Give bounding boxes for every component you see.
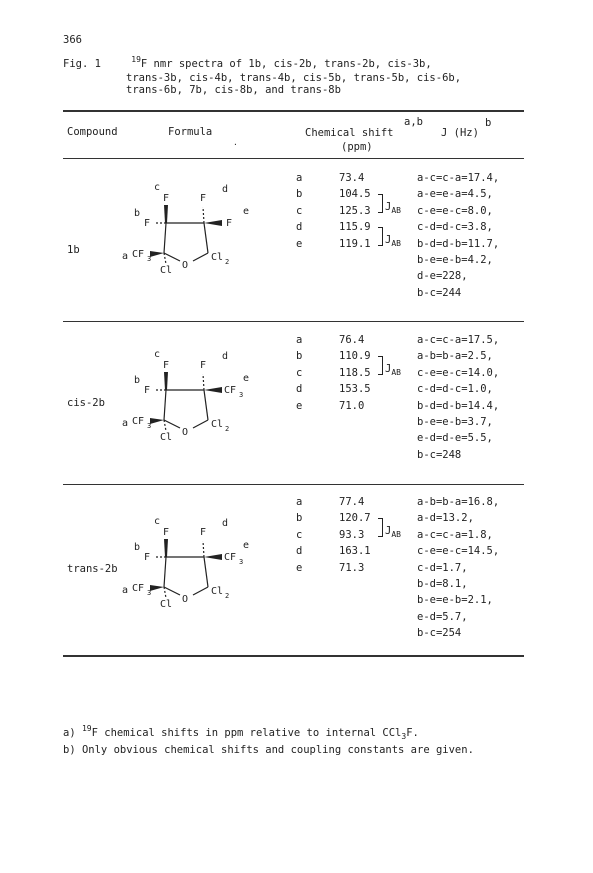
ab-coupling-label	[385, 201, 401, 213]
shift-letter: d	[296, 383, 303, 396]
left-f-label: F	[144, 218, 151, 229]
bottom-cf3-label: CF	[132, 416, 145, 427]
shift-letter: b	[296, 350, 303, 363]
top-left-f-label: F	[163, 193, 170, 204]
position-label-d: d	[222, 184, 229, 195]
shift-value: 119.1	[339, 237, 371, 250]
top-left-f-label: F	[163, 360, 170, 371]
shift-value: 76.4	[339, 334, 365, 346]
hash-bond	[203, 207, 204, 223]
position-label-a: a	[122, 251, 129, 262]
ab-j: J	[385, 200, 392, 213]
right-f-label: F	[226, 218, 233, 229]
wedge-bond	[204, 554, 222, 560]
hash-bond	[203, 541, 204, 557]
compound-label: cis-2b	[67, 397, 105, 409]
ring-cl-subscript: 2	[225, 258, 230, 266]
shift-value: 93.3	[339, 528, 365, 541]
structure-diagram	[118, 512, 278, 622]
ring-cl-label: Cl	[211, 586, 224, 597]
shift-value: 73.4	[339, 172, 365, 184]
shift-letter: d	[296, 545, 303, 558]
ab-coupling-label	[385, 525, 401, 537]
top-left-f-label: F	[163, 527, 170, 538]
shift-value: 104.5	[339, 188, 371, 201]
table-top-rule	[63, 110, 524, 112]
coupling-constant: b-c=248	[417, 448, 462, 461]
position-label-d: d	[222, 351, 229, 362]
compound-label: 1b	[67, 244, 80, 256]
bottom-cf3-subscript: 3	[147, 255, 152, 263]
shift-value: 110.9	[339, 350, 371, 363]
position-label-e: e	[243, 540, 250, 551]
coupling-constant: b-d=d-b=11.7,	[417, 237, 500, 250]
coupling-constant: d-e=228,	[417, 270, 468, 283]
header-chemical-shift: Chemical shift	[305, 127, 394, 139]
coupling-constant: b-d=d-b=14.4,	[417, 399, 500, 412]
coupling-constant: b-e=e-b=3.7,	[417, 416, 493, 428]
left-f-label: F	[144, 385, 151, 396]
coupling-constant: b-c=254	[417, 627, 462, 640]
coupling-constant: c-d=d-c=3.8,	[417, 221, 493, 234]
shift-letter: e	[296, 237, 303, 250]
coupling-constant: a-d=13.2,	[417, 512, 474, 525]
shift-value: 71.0	[339, 399, 365, 412]
position-label-a: a	[122, 418, 129, 429]
hash-bond	[164, 420, 166, 431]
wedge-bond	[204, 220, 222, 226]
structure-diagram	[118, 178, 278, 288]
ring-cl-subscript: 2	[225, 425, 230, 433]
ab-bracket	[378, 194, 383, 212]
coupling-constant: b-c=244	[417, 286, 462, 299]
bottom-cl-label: Cl	[160, 599, 173, 610]
position-label-a: a	[122, 585, 129, 596]
right-cf3-subscript: 3	[239, 558, 244, 566]
ab-j: J	[385, 362, 392, 375]
shift-value: 163.1	[339, 545, 371, 558]
position-label-b: b	[134, 542, 141, 553]
coupling-constant: c-e=e-c=8.0,	[417, 204, 493, 217]
shift-letter: a	[296, 172, 303, 184]
coupling-constant: a-b=b-a=2.5,	[417, 350, 493, 363]
shift-letter: e	[296, 561, 303, 574]
top-right-f-label: F	[200, 360, 207, 371]
shift-letter: e	[296, 399, 303, 412]
ab-bracket	[378, 356, 383, 374]
position-label-b: b	[134, 375, 141, 386]
wedge-bond	[204, 387, 222, 393]
coupling-constant: a-c=c-a=17.5,	[417, 334, 500, 346]
coupling-constant: b-e=e-b=2.1,	[417, 594, 493, 607]
header-compound: Compound	[67, 126, 118, 138]
coupling-constant: e-d=5.7,	[417, 610, 468, 623]
caption-sup: 19	[131, 55, 141, 64]
position-label-e: e	[243, 206, 250, 217]
ab-j: J	[385, 233, 392, 246]
position-label-c: c	[154, 182, 161, 193]
wedge-bond	[150, 585, 164, 591]
coupling-constant: b-e=e-b=4.2,	[417, 254, 493, 266]
page-number: 366	[63, 34, 82, 46]
position-label-c: c	[154, 516, 161, 527]
ring-bond	[204, 223, 208, 253]
ab-subscript: AB	[391, 238, 401, 248]
coupling-constant: b-d=8.1,	[417, 578, 468, 590]
shift-value: 77.4	[339, 496, 365, 508]
header-ppm: (ppm)	[341, 141, 373, 153]
ring-bond	[193, 253, 208, 261]
ring-oxygen-label: O	[182, 594, 189, 605]
caption-line3: trans-6b, 7b, cis-8b, and trans-8b	[126, 84, 341, 96]
footnote-a-sup: 19	[81, 724, 92, 733]
ring-bond	[164, 557, 166, 587]
ring-bond	[164, 223, 166, 253]
top-right-f-label: F	[200, 193, 207, 204]
figure-caption	[63, 55, 432, 71]
ring-bond	[164, 587, 180, 595]
footnote-a	[63, 724, 419, 741]
coupling-constant: a-c=c-a=1.8,	[417, 528, 493, 541]
ring-bond	[204, 557, 208, 587]
ab-j: J	[385, 524, 392, 537]
left-f-label: F	[144, 552, 151, 563]
header-dot: ·	[233, 140, 238, 149]
ab-bracket	[378, 227, 383, 245]
shift-value: 120.7	[339, 512, 371, 525]
position-label-e: e	[243, 373, 250, 384]
shift-letter: c	[296, 204, 303, 217]
ab-subscript: AB	[391, 529, 401, 539]
row-separator	[63, 321, 524, 322]
caption-line2: trans-3b, cis-4b, trans-4b, cis-5b, trans-5b, cis-6b,	[126, 72, 462, 84]
ring-oxygen-label: O	[182, 260, 189, 271]
shift-letter: b	[296, 512, 303, 525]
table-header-rule	[63, 158, 524, 159]
ab-coupling-label	[385, 234, 401, 246]
position-label-c: c	[154, 349, 161, 360]
header-j-sup: b	[485, 117, 492, 129]
wedge-bond	[150, 418, 164, 424]
bottom-cf3-subscript: 3	[147, 422, 152, 430]
hash-bond	[164, 587, 166, 598]
coupling-constant: c-e=e-c=14.0,	[417, 366, 500, 379]
position-label-b: b	[134, 208, 141, 219]
coupling-constant: a-c=c-a=17.4,	[417, 172, 500, 184]
coupling-constant: e-d=d-e=5.5,	[417, 432, 493, 445]
ab-coupling-label	[385, 363, 401, 375]
right-cf3-label: CF	[224, 552, 237, 563]
shift-value: 153.5	[339, 383, 371, 396]
coupling-constant: c-d=1.7,	[417, 561, 468, 574]
ring-bond	[164, 253, 180, 261]
hash-bond	[203, 374, 204, 390]
hash-bond	[164, 253, 166, 264]
shift-letter: a	[296, 496, 303, 508]
ring-bond	[193, 587, 208, 595]
structure-diagram	[118, 345, 278, 455]
shift-value: 71.3	[339, 561, 365, 574]
footnote-a-prefix: a)	[63, 727, 76, 739]
ab-subscript: AB	[391, 205, 401, 215]
shift-value: 118.5	[339, 366, 371, 379]
shift-letter: c	[296, 528, 303, 541]
shift-letter: b	[296, 188, 303, 201]
top-right-f-label: F	[200, 527, 207, 538]
ring-cl-label: Cl	[211, 419, 224, 430]
footnote-a-sub: 3	[401, 732, 407, 741]
ring-cl-label: Cl	[211, 252, 224, 263]
footnote-b: b) Only obvious chemical shifts and coupling constants are given.	[63, 744, 474, 756]
header-formula: Formula	[168, 126, 213, 138]
right-cf3-subscript: 3	[239, 391, 244, 399]
footnote-a-tail: F.	[406, 727, 419, 739]
shift-value: 115.9	[339, 221, 371, 234]
wedge-bond	[164, 205, 168, 223]
wedge-bond	[164, 539, 168, 557]
ring-oxygen-label: O	[182, 427, 189, 438]
ring-bond	[164, 420, 180, 428]
wedge-bond	[164, 372, 168, 390]
ring-bond	[193, 420, 208, 428]
coupling-constant: c-d=d-c=1.0,	[417, 383, 493, 396]
position-label-d: d	[222, 518, 229, 529]
header-j: J (Hz)	[441, 127, 479, 139]
footnote-a-text: F chemical shifts in ppm relative to internal CCl	[91, 727, 402, 739]
caption-line1: F nmr spectra of 1b, cis-2b, trans-2b, cis-3b,	[140, 58, 432, 70]
ab-subscript: AB	[391, 367, 401, 377]
shift-letter: c	[296, 366, 303, 379]
ring-cl-subscript: 2	[225, 592, 230, 600]
bottom-cf3-label: CF	[132, 249, 145, 260]
header-shift-sup: a,b	[404, 116, 423, 128]
ab-bracket	[378, 518, 383, 536]
bottom-cl-label: Cl	[160, 265, 173, 276]
row-separator	[63, 484, 524, 485]
shift-value: 125.3	[339, 204, 371, 217]
caption-label: Fig. 1	[63, 58, 101, 70]
table-bottom-rule	[63, 655, 524, 657]
shift-letter: a	[296, 334, 303, 346]
right-cf3-label: CF	[224, 385, 237, 396]
compound-label: trans-2b	[67, 563, 118, 575]
bottom-cf3-subscript: 3	[147, 589, 152, 597]
coupling-constant: c-e=e-c=14.5,	[417, 545, 500, 558]
shift-letter: d	[296, 221, 303, 234]
wedge-bond	[150, 251, 164, 257]
coupling-constant: a-b=b-a=16.8,	[417, 496, 500, 508]
bottom-cl-label: Cl	[160, 432, 173, 443]
bottom-cf3-label: CF	[132, 583, 145, 594]
coupling-constant: a-e=e-a=4.5,	[417, 188, 493, 201]
ring-bond	[204, 390, 208, 420]
ring-bond	[164, 390, 166, 420]
